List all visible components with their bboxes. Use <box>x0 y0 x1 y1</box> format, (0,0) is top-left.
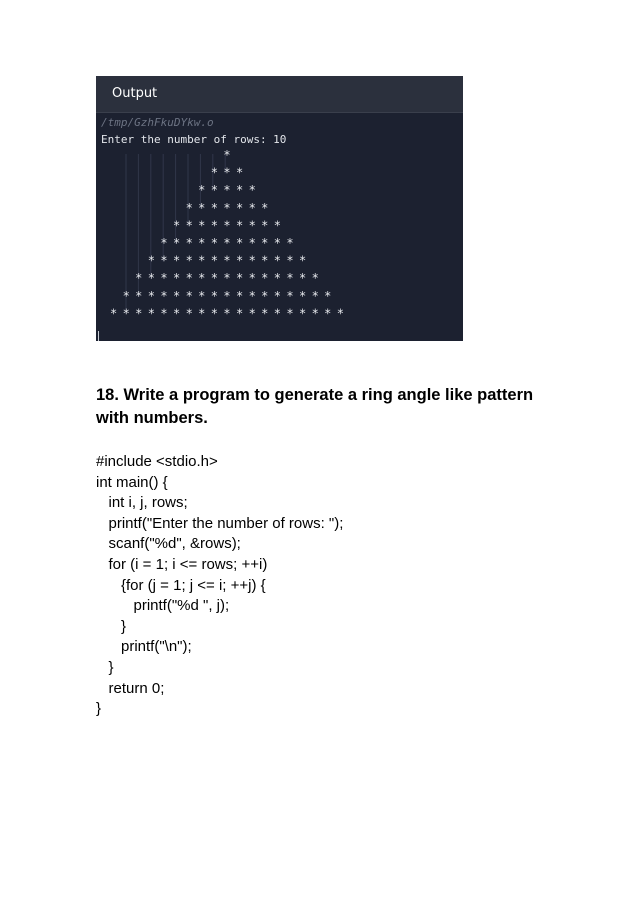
star-char: * <box>185 271 193 286</box>
star-char: * <box>147 253 156 268</box>
star-char: * <box>286 236 294 250</box>
code-line: int i, j, rows; <box>96 494 188 512</box>
output-file-path: /tmp/GzhFkuDYkw.o <box>101 116 214 129</box>
star-char: * <box>135 306 143 321</box>
star-char: * <box>223 165 231 180</box>
star-char: * <box>198 218 206 233</box>
star-char: * <box>185 236 193 250</box>
star-char: * <box>223 271 231 286</box>
star-char: * <box>248 253 256 268</box>
star-char: * <box>223 236 231 250</box>
star-char: * <box>223 288 231 303</box>
star-char: * <box>248 271 256 286</box>
star-char: * <box>298 271 307 286</box>
star-char: * <box>273 236 282 250</box>
star-char: * <box>185 253 193 268</box>
star-char: * <box>286 288 294 303</box>
star-char: * <box>248 306 256 321</box>
star-char: * <box>185 306 193 321</box>
star-char: * <box>210 200 219 215</box>
star-char: * <box>261 288 269 303</box>
star-char: * <box>235 271 244 286</box>
star-char: * <box>172 253 181 268</box>
star-char: * <box>210 165 219 180</box>
star-char: * <box>198 288 206 303</box>
star-char: * <box>235 306 244 321</box>
star-char: * <box>172 218 181 233</box>
star-char: * <box>248 183 256 198</box>
star-char: * <box>160 288 168 303</box>
star-char: * <box>210 306 219 321</box>
star-char: * <box>185 200 193 215</box>
star-char: * <box>172 288 181 303</box>
star-char: * <box>223 148 231 162</box>
output-prompt-line: Enter the number of rows: 10 <box>101 133 287 146</box>
star-char: * <box>261 218 269 233</box>
star-char: * <box>198 306 206 321</box>
star-char: * <box>223 218 231 233</box>
star-char: * <box>160 306 168 321</box>
star-char: * <box>235 165 244 180</box>
star-char: * <box>324 306 332 321</box>
star-char: * <box>135 271 143 286</box>
star-char: * <box>273 218 282 233</box>
star-char: * <box>298 253 307 268</box>
star-char: * <box>273 306 282 321</box>
star-char: * <box>223 253 231 268</box>
output-title: Output <box>112 86 158 101</box>
star-char: * <box>109 306 118 321</box>
star-char: * <box>336 306 345 321</box>
star-char: * <box>273 271 282 286</box>
star-char: * <box>223 183 231 198</box>
code-line: } <box>96 658 114 676</box>
star-char: * <box>298 306 307 321</box>
star-char: * <box>235 218 244 233</box>
star-char: * <box>172 306 181 321</box>
star-char: * <box>210 271 219 286</box>
star-char: * <box>223 306 231 321</box>
star-pattern <box>96 76 463 341</box>
star-char: * <box>147 271 156 286</box>
star-char: * <box>160 236 168 250</box>
star-char: * <box>311 288 319 303</box>
star-char: * <box>235 200 244 215</box>
star-char: * <box>261 271 269 286</box>
star-char: * <box>235 183 244 198</box>
code-line: scanf("%d", &rows); <box>96 535 241 553</box>
code-line: printf("Enter the number of rows: "); <box>96 514 344 532</box>
star-char: * <box>122 288 130 303</box>
star-char: * <box>198 271 206 286</box>
code-line: int main() { <box>96 473 168 491</box>
star-char: * <box>210 236 219 250</box>
star-char: * <box>185 288 193 303</box>
star-char: * <box>210 253 219 268</box>
star-char: * <box>248 218 256 233</box>
question-heading: 18. Write a program to generate a ring angle like pattern with numbers. <box>96 386 534 427</box>
star-char: * <box>210 218 219 233</box>
star-char: * <box>198 200 206 215</box>
star-char: * <box>210 288 219 303</box>
code-line: printf("%d ", j); <box>96 597 230 615</box>
star-char: * <box>223 200 231 215</box>
star-char: * <box>324 288 332 303</box>
star-char: * <box>147 306 156 321</box>
star-char: * <box>248 288 256 303</box>
star-char: * <box>286 306 294 321</box>
star-char: * <box>273 288 282 303</box>
star-char: * <box>311 306 319 321</box>
star-char: * <box>248 236 256 250</box>
star-char: * <box>135 288 143 303</box>
code-line: for (i = 1; i <= rows; ++i) <box>96 555 268 573</box>
output-panel <box>96 76 463 341</box>
star-char: * <box>172 271 181 286</box>
star-char: * <box>261 306 269 321</box>
star-char: * <box>261 253 269 268</box>
star-char: * <box>172 236 181 250</box>
star-char: * <box>160 271 168 286</box>
star-char: * <box>147 288 156 303</box>
code-line: printf("\n"); <box>96 638 192 656</box>
star-char: * <box>235 288 244 303</box>
star-char: * <box>235 253 244 268</box>
code-line: } <box>96 700 102 718</box>
star-char: * <box>286 271 294 286</box>
star-char: * <box>298 288 307 303</box>
code-block <box>96 452 343 720</box>
star-char: * <box>311 271 319 286</box>
star-char: * <box>235 236 244 250</box>
code-line: {for (j = 1; j <= i; ++j) { <box>96 576 266 594</box>
star-char: * <box>248 200 256 215</box>
star-char: * <box>273 253 282 268</box>
star-char: * <box>198 183 206 198</box>
star-char: * <box>198 253 206 268</box>
star-char: * <box>286 253 294 268</box>
star-char: * <box>122 306 130 321</box>
star-char: * <box>160 253 168 268</box>
star-char: * <box>261 200 269 215</box>
code-line: #include <stdio.h> <box>96 453 218 470</box>
terminal-cursor[interactable] <box>98 331 99 341</box>
star-char: * <box>198 236 206 250</box>
star-char: * <box>210 183 219 198</box>
code-line: } <box>96 617 127 635</box>
code-line: return 0; <box>96 679 165 697</box>
star-char: * <box>261 236 269 250</box>
star-char: * <box>185 218 193 233</box>
